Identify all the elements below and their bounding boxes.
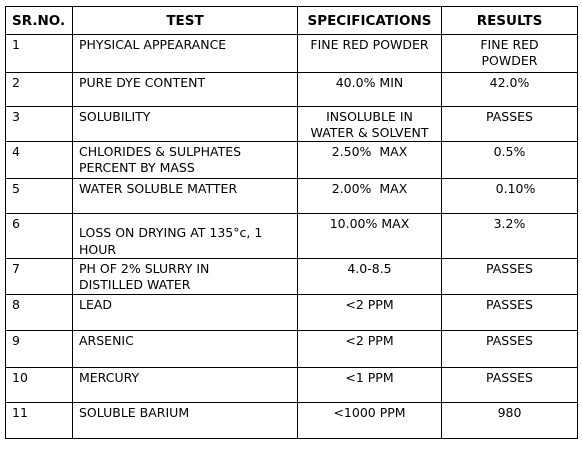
test-cell: MERCURY [73, 368, 298, 403]
table-row [6, 403, 578, 439]
specification-cell: 4.0-8.5 [298, 259, 442, 295]
table-row [6, 107, 578, 142]
sr-no-cell: 1 [6, 35, 73, 73]
table-row [6, 331, 578, 368]
sr-no-cell: 2 [6, 73, 73, 107]
header-results: RESULTS [442, 7, 578, 35]
specification-cell: FINE RED POWDER [298, 35, 442, 73]
result-cell: PASSES [442, 107, 578, 142]
result-cell: PASSES [442, 259, 578, 295]
test-cell: SOLUBILITY [73, 107, 298, 142]
specification-cell: 10.00% MAX [298, 214, 442, 259]
sr-no-cell: 4 [6, 142, 73, 179]
test-cell: LEAD [73, 295, 298, 331]
sr-no-cell: 3 [6, 107, 73, 142]
result-cell: 0.10% [442, 179, 578, 214]
sr-no-cell: 9 [6, 331, 73, 368]
result-cell: PASSES [442, 331, 578, 368]
table-body [6, 35, 578, 439]
test-cell: ARSENIC [73, 331, 298, 368]
test-cell: LOSS ON DRYING AT 135°c, 1 HOUR [73, 214, 298, 259]
header-specifications: SPECIFICATIONS [298, 7, 442, 35]
header-row [6, 7, 578, 35]
result-cell: 0.5% [442, 142, 578, 179]
test-cell: CHLORIDES & SULPHATES PERCENT BY MASS [73, 142, 298, 179]
header-sr-no: SR.NO. [6, 7, 73, 35]
sr-no-cell: 10 [6, 368, 73, 403]
test-cell: PHYSICAL APPEARANCE [73, 35, 298, 73]
table-header [6, 7, 578, 35]
test-cell: PURE DYE CONTENT [73, 73, 298, 107]
specification-table [5, 6, 578, 439]
specification-cell: 2.50% MAX [298, 142, 442, 179]
table-row [6, 142, 578, 179]
test-cell: PH OF 2% SLURRY IN DISTILLED WATER [73, 259, 298, 295]
result-cell: 42.0% [442, 73, 578, 107]
test-cell: SOLUBLE BARIUM [73, 403, 298, 439]
sr-no-cell: 6 [6, 214, 73, 259]
specification-cell: 40.0% MIN [298, 73, 442, 107]
sr-no-cell: 8 [6, 295, 73, 331]
table-row [6, 259, 578, 295]
result-cell: 980 [442, 403, 578, 439]
table-row [6, 35, 578, 73]
sr-no-cell: 7 [6, 259, 73, 295]
table-row [6, 214, 578, 259]
table-row [6, 179, 578, 214]
specification-cell: <1000 PPM [298, 403, 442, 439]
result-cell: PASSES [442, 295, 578, 331]
specification-cell: 2.00% MAX [298, 179, 442, 214]
specification-cell: <2 PPM [298, 295, 442, 331]
table-row [6, 368, 578, 403]
result-cell: 3.2% [442, 214, 578, 259]
result-cell: FINE RED POWDER [442, 35, 578, 73]
result-cell: PASSES [442, 368, 578, 403]
specification-cell: <2 PPM [298, 331, 442, 368]
sr-no-cell: 11 [6, 403, 73, 439]
specification-cell: INSOLUBLE IN WATER & SOLVENT [298, 107, 442, 142]
header-test: TEST [73, 7, 298, 35]
sr-no-cell: 5 [6, 179, 73, 214]
test-cell: WATER SOLUBLE MATTER [73, 179, 298, 214]
table-row [6, 73, 578, 107]
specification-cell: <1 PPM [298, 368, 442, 403]
table-row [6, 295, 578, 331]
